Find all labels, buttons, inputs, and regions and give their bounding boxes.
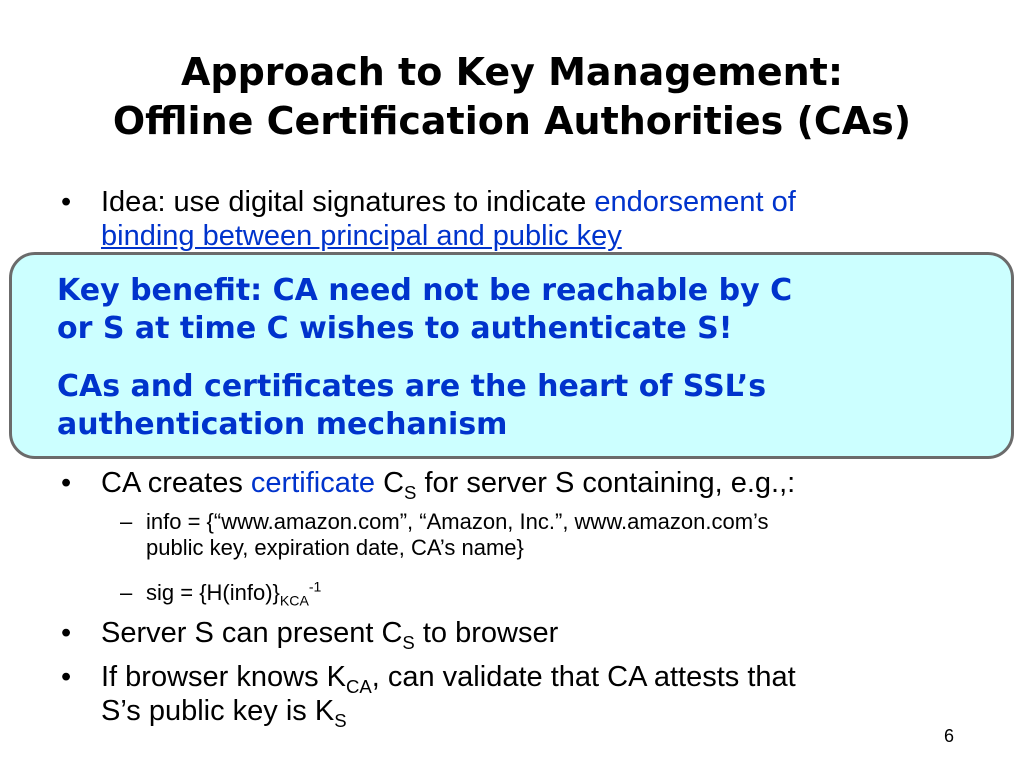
certificate-term: certificate [250, 467, 376, 499]
bullet-idea-highlight-2: binding between principal and public key [101, 220, 622, 252]
sub-bullet-info: – info = {“www.amazon.com”, “Amazon, Inc.”, www.amazon.com’s public key, expiration date, CA’s name} [120, 509, 769, 560]
bullet-dot: • [61, 617, 72, 649]
bullet-browser-knows: • If browser knows $K_{CA}$, can validate that CA attests that S’s public key is $K_S$ [61, 661, 796, 731]
callout-line-2: or S at time C wishes to authenticate S! [57, 311, 733, 346]
slide-title-line-2: Offline Certification Authorities (CAs) [112, 99, 912, 143]
key-benefit-callout [9, 252, 1014, 459]
slide-title-line-1: Approach to Key Management: [180, 50, 844, 94]
bullet-dot: • [61, 661, 72, 693]
sub-bullet-dash: – [120, 509, 133, 534]
callout-line-1: Key benefit: CA need not be reachable by C [57, 273, 793, 308]
bullet-dot: • [61, 186, 72, 218]
bullet-idea [61, 185, 981, 253]
callout-line-3: CAs and certificates are the heart of SSL’s [57, 369, 767, 404]
callout-line-4: authentication mechanism [57, 407, 508, 442]
bullet-dot: • [61, 467, 72, 499]
bullet-ca-creates: • CA creates certificate $C_S$ for server S containing, e.g.,: [61, 467, 796, 503]
bullet-server-present: • Server S can present $C_S$ to browser [61, 617, 559, 653]
page-number: 6 [944, 726, 955, 746]
bullet-idea-prefix: Idea: use digital signatures to indicate [101, 186, 595, 218]
sub-bullet-dash: – [120, 580, 133, 605]
bullet-idea-highlight-1: endorsement of [594, 186, 796, 218]
sub-bullet-sig: – sig = $\{H(info)\}_{KCA}^{-1}$ [120, 578, 322, 609]
